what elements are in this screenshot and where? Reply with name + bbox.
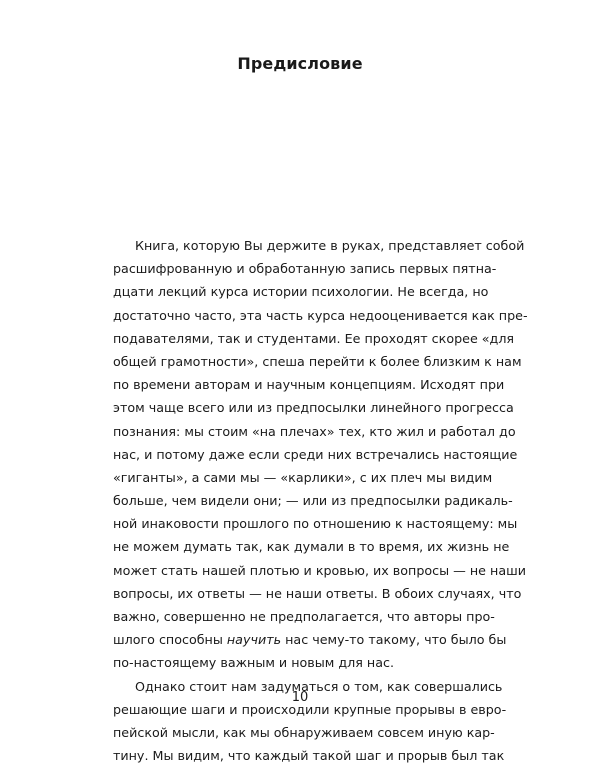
text-line: расшифрованную и обработанную запись первых пятна- [113,261,497,277]
text-line: дцати лекций курса истории психологии. Не всегда, но [113,284,489,300]
text-line: тину. Мы видим, что каждый такой шаг и прорыв был так [113,748,505,764]
text-line: Однако стоит нам задуматься о том, как совершались [135,678,503,694]
text-line: ной инаковости прошлого по отношению к настоящему: мы [113,516,518,532]
text-line: достаточно часто, эта часть курса недооценивается как пре- [113,307,528,323]
text-line: по-настоящему важным и новым для нас. [113,655,394,671]
text-line: познания: мы стоим «на плечах» тех, кто жил и работал до [113,423,516,439]
page-number: 10 [291,690,309,705]
body-text [113,234,528,767]
text-segment: шлого способны [113,632,227,648]
text-line: не можем думать так, как думали в то время, их жизнь не [113,539,510,555]
text-line-with-italic [113,628,507,651]
text-line: может стать нашей плотью и кровью, их вопросы — не наши [113,562,526,578]
text-line: больше, чем видели они; — или из предпосылки радикаль- [113,493,513,509]
text-segment: нас чему-то такому, что было бы [281,632,507,648]
text-line: подавателями, так и студентами. Ее проходят скорее «для [113,330,515,346]
text-line: по времени авторам и научным концепциям. Исходят при [113,377,505,393]
text-line: «гиганты», а сами мы — «карлики», с их плеч мы видим [113,469,493,485]
italic-word: научить [226,632,282,648]
text-line: вопросы, их ответы — не наши ответы. В обоих случаях, что [113,585,522,601]
text-line: общей грамотности», спеша перейти к более близким к нам [113,353,522,369]
text-line: решающие шаги и происходили крупные прорывы в евро- [113,701,507,717]
text-line: Книга, которую Вы держите в руках, представляет собой [135,238,525,253]
text-line: пейской мысли, как мы обнаруживаем совсем иную кар- [113,724,495,740]
text-line: этом чаще всего или из предпосылки линейного прогресса [113,400,514,416]
page-title: Предисловие [237,54,363,73]
text-line: важно, совершенно не предполагается, что авторы про- [113,609,495,624]
text-line: нас, и потому даже если среди них встречались настоящие [113,446,518,462]
